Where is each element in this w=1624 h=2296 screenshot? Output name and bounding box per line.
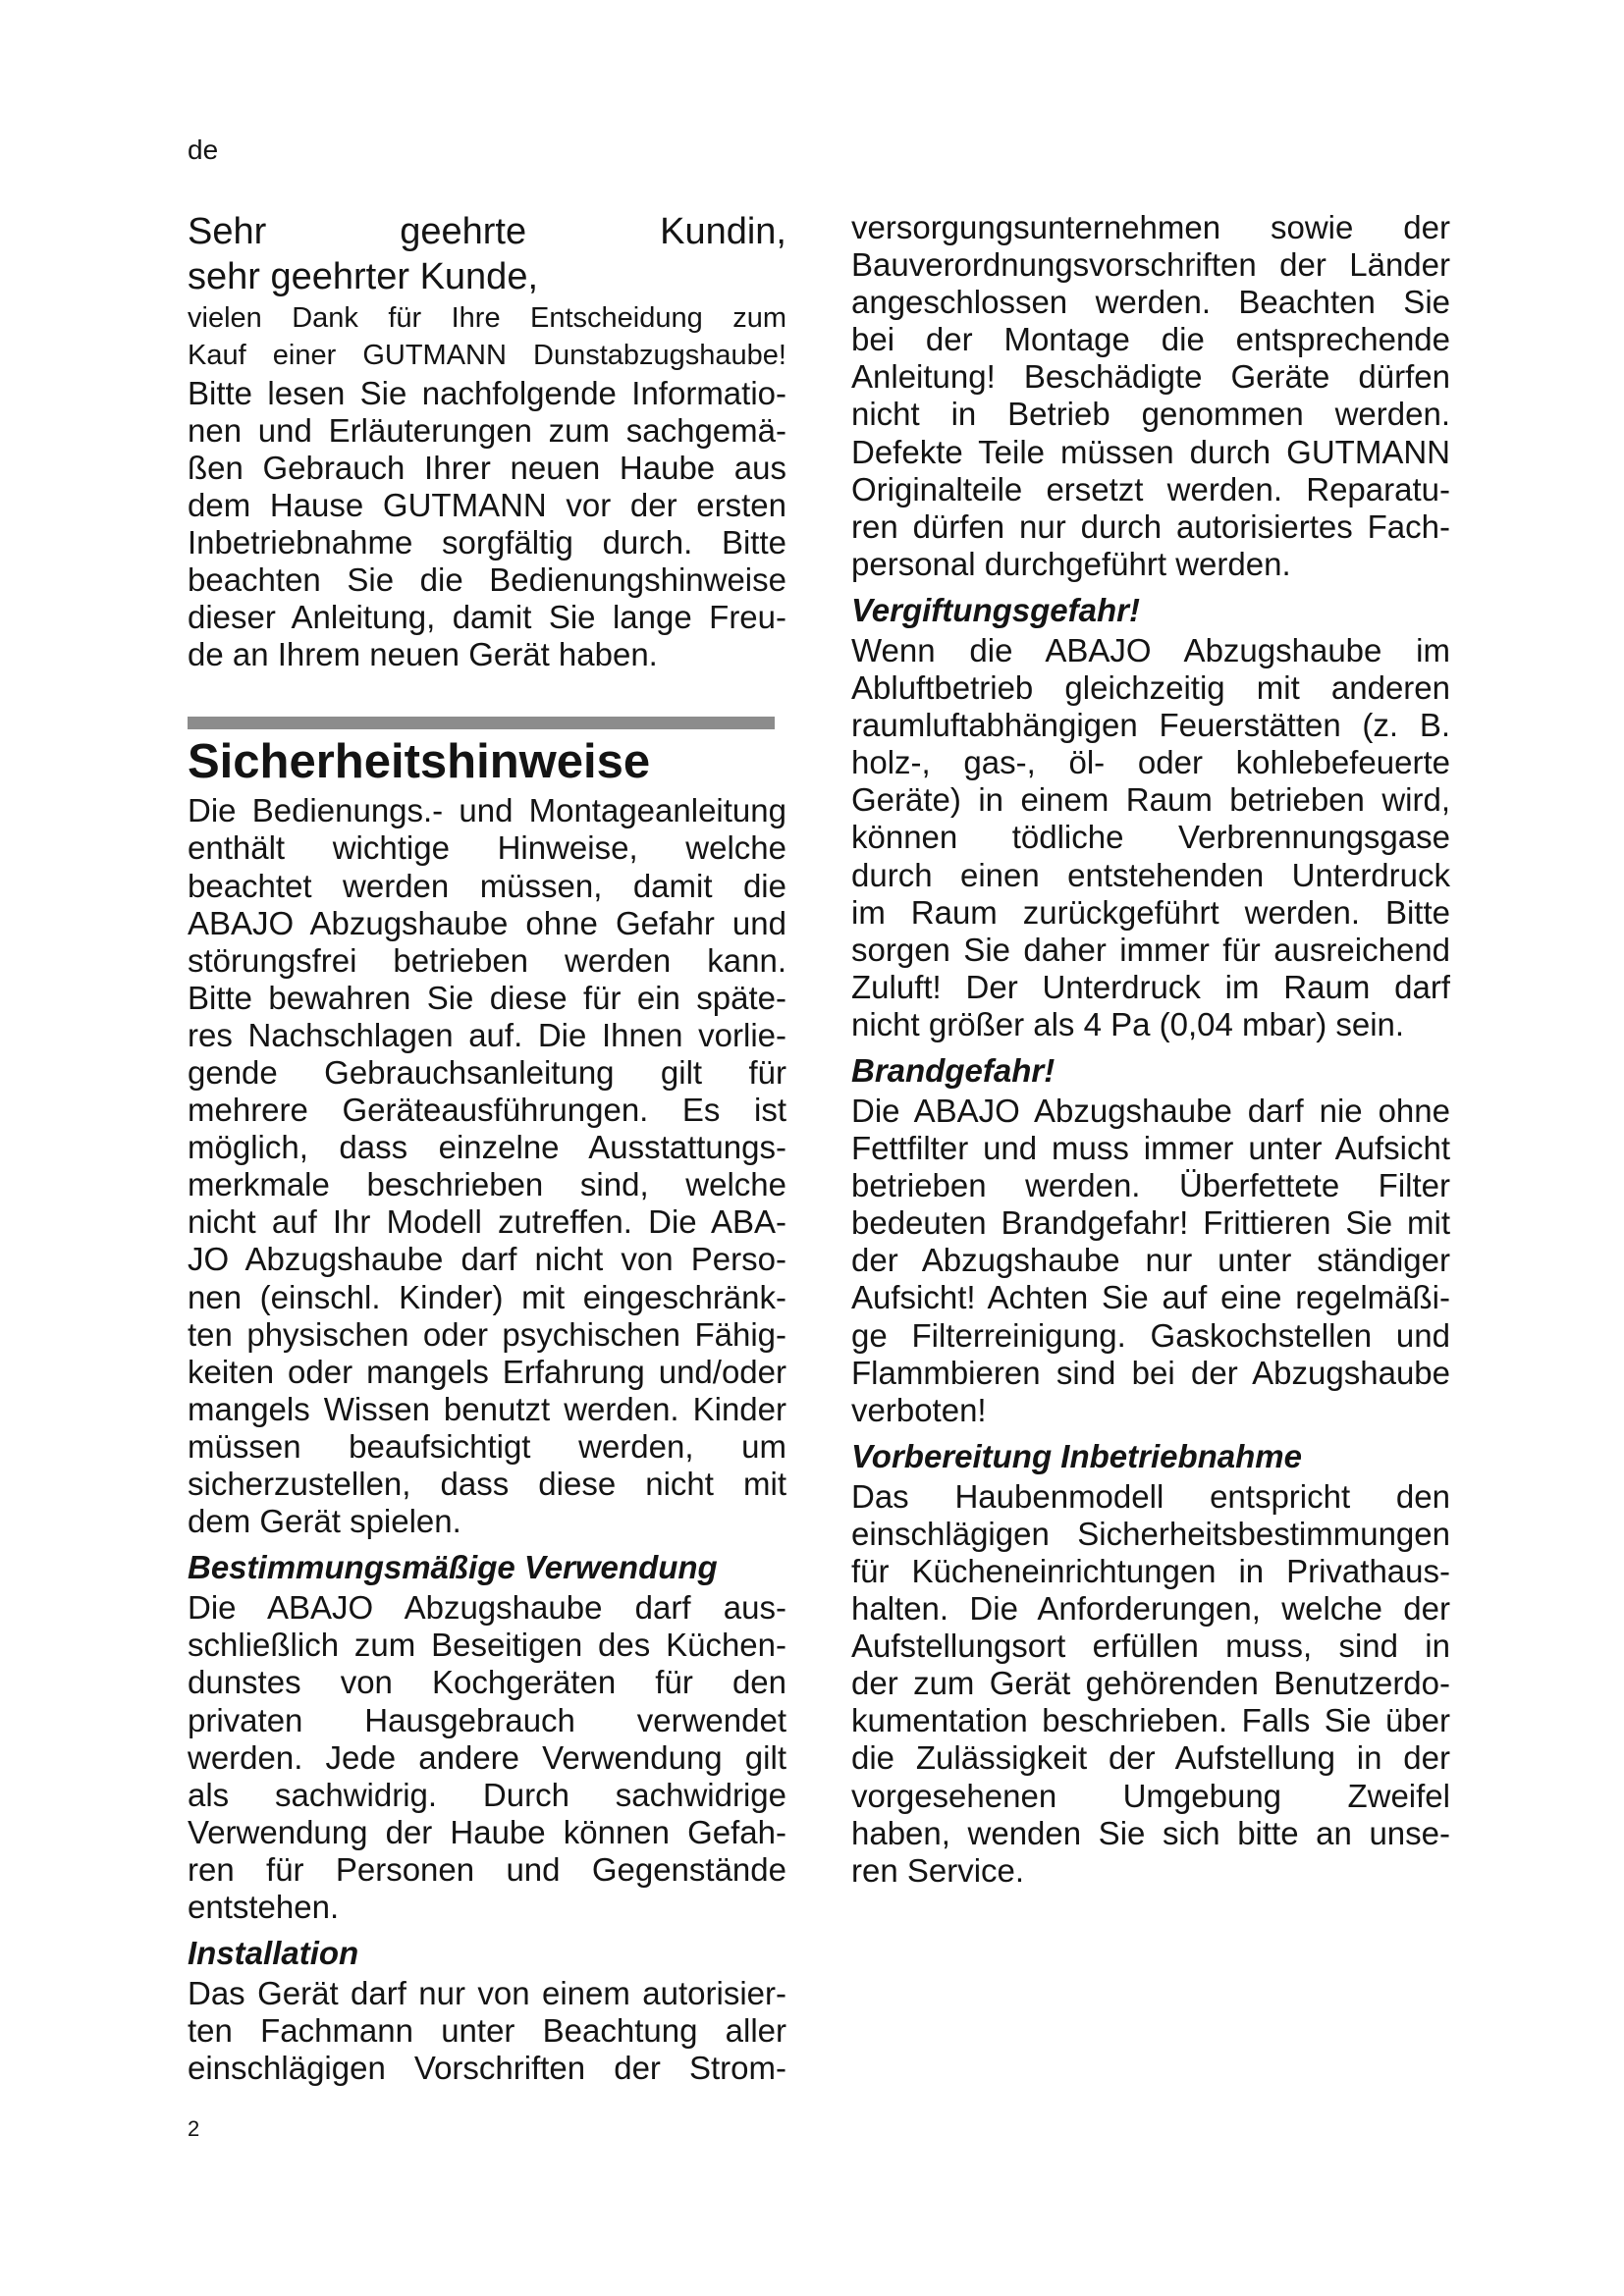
text-line: ten Fachmann unter Beachtung aller (188, 2012, 786, 2050)
fire-heading: Brandgefahr! (851, 1051, 1056, 1089)
text-line: ßen Gebrauch Ihrer neuen Haube aus (188, 449, 786, 486)
text-line: Flammbieren sind bei der Abzugshaube (851, 1354, 1450, 1391)
text-line: kumentation beschrieben. Falls Sie über (851, 1702, 1450, 1739)
text-line: Wenn die ABAJO Abzugshaube im (851, 631, 1450, 668)
text-line: holz-, gas-, öl- oder kohlebefeuerte (851, 744, 1450, 781)
text-line: enthält wichtige Hinweise, welche (188, 829, 786, 867)
preparation-heading: Vorbereitung Inbetriebnahme (851, 1437, 1303, 1474)
text-line: nen (einschl. Kinder) mit eingeschränk- (188, 1278, 786, 1315)
text-line: Bitte lesen Sie nachfolgende Informatio- (188, 374, 786, 411)
text-line: sorgen Sie daher immer für ausreichend (851, 931, 1450, 968)
installation-paragraph-part2 (851, 209, 1450, 583)
text-line: können tödliche Verbrennungsgase (851, 819, 1450, 856)
text-line: bei der Montage die entsprechende (851, 321, 1450, 358)
text-line: Bauverordnungsvorschriften der Länder (851, 246, 1450, 284)
text-line: betrieben werden. Überfettete Filter (851, 1167, 1450, 1204)
text-line: de an Ihrem neuen Gerät haben. (188, 636, 658, 673)
intended-use-heading: Bestimmungsmäßige Verwendung (188, 1549, 718, 1586)
right-column (851, 209, 1450, 1890)
safety-heading: Sicherheitshinweise (188, 735, 651, 789)
text-line: dunstes von Kochgeräten für den (188, 1664, 786, 1701)
text-line: dem Hause GUTMANN vor der ersten (188, 486, 786, 523)
text-line: Sehr geehrte Kundin, (188, 211, 786, 252)
text-line: merkmale beschrieben sind, welche (188, 1166, 786, 1203)
text-line: mangels Wissen benutzt werden. Kinder (188, 1390, 786, 1427)
text-line: ABAJO Abzugshaube ohne Gefahr und (188, 904, 786, 941)
text-line: durch einen entstehenden Unterdruck (851, 856, 1450, 893)
text-line: Originalteile ersetzt werden. Reparatu- (851, 470, 1450, 507)
text-line: halten. Die Anforderungen, welche der (851, 1590, 1450, 1628)
text-line: ten physischen oder psychischen Fähig- (188, 1315, 786, 1353)
text-line: beachtet werden müssen, damit die (188, 867, 786, 904)
preparation-paragraph (851, 1478, 1450, 1890)
text-line: Kauf einer GUTMANN Dunstabzugshaube! (188, 340, 786, 372)
text-line: einschlägigen Sicherheitsbestimmungen (851, 1515, 1450, 1552)
text-line: keiten oder mangels Erfahrung und/oder (188, 1353, 786, 1390)
text-line: Inbetriebnahme sorgfältig durch. Bitte (188, 523, 786, 561)
text-line: angeschlossen werden. Beachten Sie (851, 284, 1450, 321)
text-line: störungsfrei betrieben werden kann. (188, 941, 786, 979)
text-line: dem Gerät spielen. (188, 1503, 461, 1540)
text-line: entstehen. (188, 1888, 340, 1925)
text-line: Die ABAJO Abzugshaube darf aus- (188, 1589, 786, 1627)
text-line: ren dürfen nur durch autorisiertes Fach- (851, 507, 1450, 545)
poisoning-paragraph (851, 632, 1450, 1043)
text-line: als sachwidrig. Durch sachwidrige (188, 1776, 786, 1813)
fire-paragraph (851, 1093, 1450, 1429)
text-line: Anleitung! Beschädigte Geräte dürfen (851, 358, 1450, 396)
text-line: beachten Sie die Bedienungshinweise (188, 561, 786, 599)
text-line: einschlägigen Vorschriften der Strom- (188, 2050, 786, 2087)
text-line: Fettfilter und muss immer unter Aufsicht (851, 1130, 1450, 1167)
text-line: nicht größer als 4 Pa (0,04 mbar) sein. (851, 1005, 1405, 1042)
text-line: haben, wenden Sie sich bitte an unse- (851, 1814, 1450, 1851)
installation-paragraph-part1 (188, 1975, 786, 2087)
text-line: Geräte) in einem Raum betrieben wird, (851, 781, 1450, 819)
text-line: verboten! (851, 1391, 987, 1428)
text-line: Verwendung der Haube können Gefah- (188, 1813, 786, 1850)
text-line: ren für Personen und Gegenstände (188, 1850, 786, 1888)
text-line: mehrere Geräteausführungen. Es ist (188, 1092, 786, 1129)
text-line: Defekte Teile müssen durch GUTMANN (851, 433, 1450, 470)
text-line: gende Gebrauchsanleitung gilt für (188, 1054, 786, 1091)
text-line: ge Filterreinigung. Gaskochstellen und (851, 1316, 1450, 1354)
text-line: nicht auf Ihr Modell zutreffen. Die ABA- (188, 1203, 786, 1241)
text-line: personal durchgeführt werden. (851, 545, 1291, 582)
text-line: res Nachschlagen auf. Die Ihnen vorlie- (188, 1016, 786, 1053)
text-line: Die Bedienungs.- und Montageanleitung (188, 792, 786, 829)
text-line: werden. Jede andere Verwendung gilt (188, 1738, 786, 1776)
text-line: im Raum zurückgeführt werden. Bitte (851, 893, 1450, 931)
text-line: Abluftbetrieb gleichzeitig mit anderen (851, 669, 1450, 707)
poisoning-heading: Vergiftungsgefahr! (851, 591, 1140, 628)
text-line: raumluftabhängigen Feuerstätten (z. B. (851, 707, 1450, 744)
page-number: 2 (188, 2116, 200, 2141)
text-line: vorgesehenen Umgebung Zweifel (851, 1777, 1450, 1814)
text-line: JO Abzugshaube darf nicht von Perso- (188, 1241, 786, 1278)
text-line: die Zulässigkeit der Aufstellung in der (851, 1739, 1450, 1777)
text-line: ren Service. (851, 1851, 1025, 1889)
text-line: Bitte bewahren Sie diese für ein späte- (188, 979, 786, 1016)
left-column (188, 209, 786, 2087)
thanks-paragraph (188, 299, 786, 375)
text-line: sehr geehrter Kunde, (188, 256, 539, 297)
text-line: Zuluft! Der Unterdruck im Raum darf (851, 968, 1450, 1005)
text-line: dieser Anleitung, damit Sie lange Freu- (188, 599, 786, 636)
safety-paragraph (188, 792, 786, 1540)
text-line: bedeuten Brandgefahr! Frittieren Sie mit (851, 1204, 1450, 1242)
text-line: nicht in Betrieb genommen werden. (851, 396, 1450, 433)
installation-heading: Installation (188, 1935, 359, 1972)
section-divider (188, 717, 775, 729)
text-line: schließlich zum Beseitigen des Küchen- (188, 1627, 786, 1664)
text-line: müssen beaufsichtigt werden, um (188, 1427, 786, 1465)
text-line: nen und Erläuterungen zum sachgemä- (188, 411, 786, 449)
intended-use-paragraph (188, 1589, 786, 1926)
salutation (188, 209, 786, 299)
text-line: Aufstellungsort erfüllen muss, sind in (851, 1628, 1450, 1665)
text-line: Die ABAJO Abzugshaube darf nie ohne (851, 1092, 1450, 1129)
text-line: möglich, dass einzelne Ausstattungs- (188, 1129, 786, 1166)
text-line: der zum Gerät gehörenden Benutzerdo- (851, 1665, 1450, 1702)
text-line: vielen Dank für Ihre Entscheidung zum (188, 302, 786, 334)
text-line: privaten Hausgebrauch verwendet (188, 1701, 786, 1738)
text-line: Aufsicht! Achten Sie auf eine regelmäßi- (851, 1279, 1450, 1316)
text-line: Das Gerät darf nur von einem autorisier- (188, 1975, 786, 2012)
text-line: für Kücheneinrichtungen in Privathaus- (851, 1553, 1450, 1589)
text-line: Das Haubenmodell entspricht den (851, 1477, 1450, 1515)
language-code: de (188, 134, 219, 165)
text-line: sicherzustellen, dass diese nicht mit (188, 1466, 786, 1503)
text-line: der Abzugshaube nur unter ständiger (851, 1242, 1450, 1279)
intro-paragraph (188, 375, 786, 674)
text-line: versorgungsunternehmen sowie der (851, 209, 1450, 245)
